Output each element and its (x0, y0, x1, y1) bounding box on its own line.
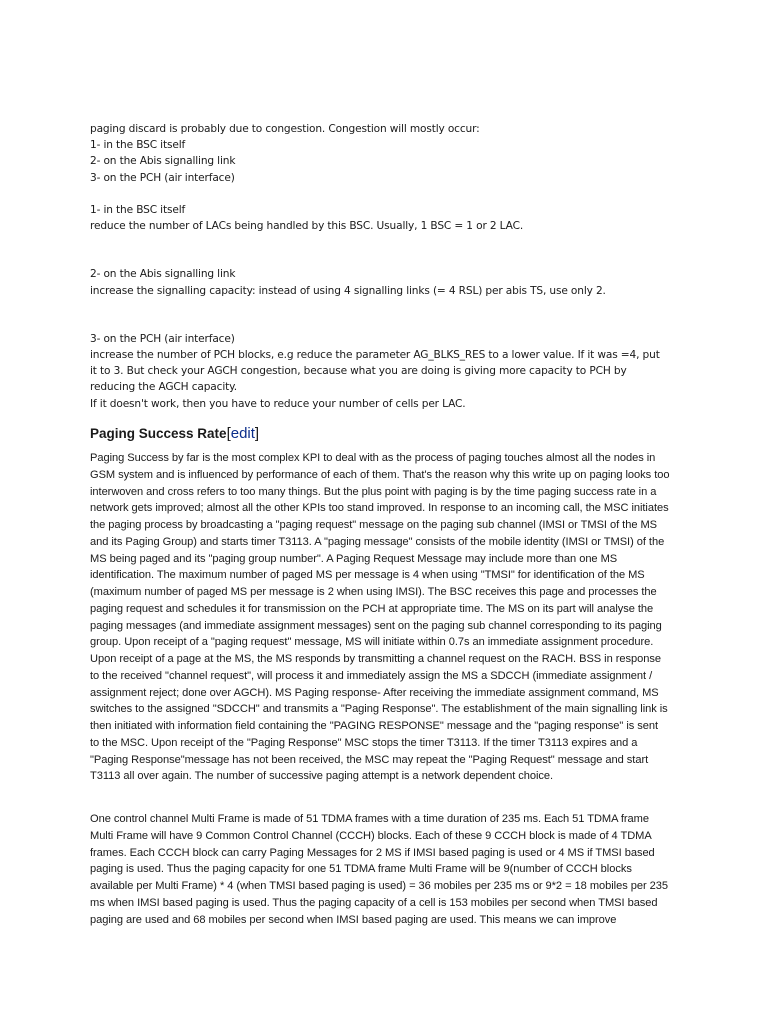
paging-capacity-paragraph: One control channel Multi Frame is made of 51 TDMA frames with a time duration of 235 ms. Each 51 TDMA frame Multi Frame will have 9 Common Control Channel (CCCH) blocks. Each of these 9 CCCH block is made of 4 TDMA frames. Each CCCH block can carry Paging Messages for 2 MS if IMSI based paging is used or 4 MS if TMSI based paging is used. Thus the paging capacity for one 51 TDMA frame Multi Frame will be 9(number of CCCH blocks available per Multi Frame) * 4 (when TMSI based paging is used) = 36 mobiles per 235 ms or 9*2 = 18 mobiles per 235 ms when IMSI based paging is used. Thus the paging capacity of a cell is 153 mobiles per second when TMSI based paging are used and 68 mobiles per second when IMSI based paging are used. This means we can improve (90, 813, 669, 926)
item2-title: 2- on the Abis signalling link (90, 268, 236, 281)
intro-line: paging discard is probably due to congestion. Congestion will mostly occur: (90, 123, 480, 135)
item3-note: If it doesn't work, then you have to reduce your number of cells per LAC. (90, 397, 466, 410)
edit-bracket-open: [ (226, 425, 231, 442)
item3-body: increase the number of PCH blocks, e.g reduce the parameter AG_BLKS_RES to a lower value. If it was =4, put it to 3. But check your AGCH congestion, because what you are doing is giving more capacity to PCH by reducing the AGCH capacity. (90, 349, 660, 394)
intro-list-item: 3- on the PCH (air interface) (90, 171, 235, 184)
paging-success-paragraph: Paging Success by far is the most complex KPI to deal with as the process of paging touches almost all the nodes in GSM system and is influenced by performance of each of them. That's the reason why this write up on paging looks too interwoven and cross refers to too many things. But the plus point with paging is by the time paging success rate in a network gets improved; almost all the other KPIs too stand improved. In response to an incoming call, the MSC initiates the paging process by broadcasting a "paging request" message on the paging sub channel (IMSI or TMSI of the MS and its Paging Group) and starts timer T3113. A "paging message" consists of the mobile identity (IMSI or TMSI) of the MS being paged and its "paging group number". A Paging Request Message may include more than one MS identification. The maximum number of paged MS per message is 4 when using "TMSI" for identification of the MS (maximum number of paged MS per message is 2 when using IMSI). The BSC receives this page and processes the paging request and schedules it for transmission on the PCH at appropriate time. The MS on its part will analyse the paging messages (and immediate assignment messages) sent on the paging sub channel corresponding to its paging group. Upon receipt of a "paging request" message, MS will initiate within 0.7s an immediate assignment procedure. Upon receipt of a page at the MS, the MS responds by transmitting a channel request on the RACH. BSS in response to the received "channel request", will process it and immediately assign the MS a SDCCH (immediate assignment / assignment reject; done over AGCH). MS Paging response- After receiving the immediate assignment command, MS switches to the assigned "SDCCH" and transmits a "Paging Response". The establishment of the main signalling link is then initiated with information field containing the "PAGING RESPONSE" message and the "paging response" is sent to the MSC. Upon receipt of the "Paging Response" MSC stops the timer T3113. If the timer T3113 expires and a "Paging Response"message has not been received, the MSC may repeat the "Paging Request" message and start T3113 all over again. The number of successive paging attempt is a network dependent choice. (90, 452, 670, 783)
intro-list-item: 2- on the Abis signalling link (90, 155, 236, 168)
section-heading-text: Paging Success Rate (90, 426, 227, 441)
section-heading (90, 425, 259, 442)
spacer (90, 234, 690, 266)
spacer (90, 299, 690, 331)
congestion-notes (90, 121, 690, 412)
edit-bracket-close: ] (254, 425, 260, 442)
item1-title: 1- in the BSC itself (90, 204, 186, 216)
item2-body: increase the signalling capacity: instead of using 4 signalling links (= 4 RSL) per abis TS, use only 2. (90, 284, 606, 297)
item3-title: 3- on the PCH (air interface) (90, 332, 235, 345)
spacer (90, 186, 690, 202)
intro-list-item: 1- in the BSC itself (90, 139, 186, 152)
item1-body: reduce the number of LACs being handled by this BSC. Usually, 1 BSC = 1 or 2 LAC. (90, 220, 524, 233)
edit-link[interactable]: edit (230, 425, 255, 442)
